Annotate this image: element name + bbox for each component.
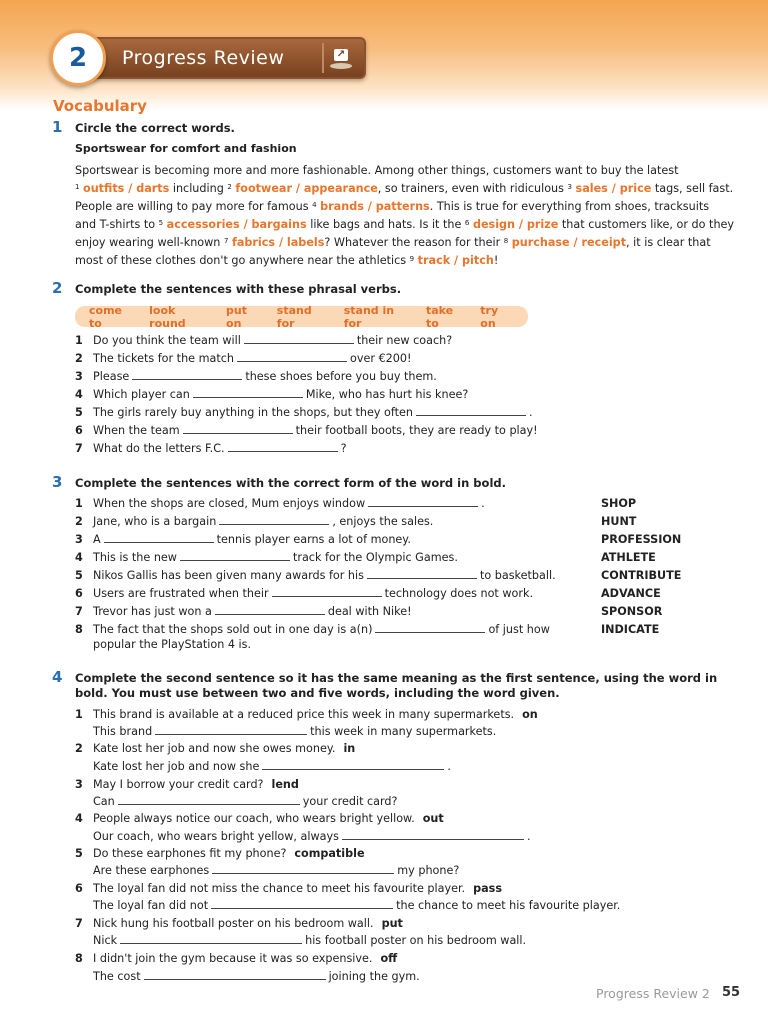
option-4[interactable]: brands / patterns [320,200,430,213]
answer-blank[interactable] [237,352,347,362]
given-word: out [422,812,444,825]
verb-option: look round [149,303,186,330]
keyword: ADVANCE [601,587,661,600]
exercise-2-instruction: Complete the sentences with these phrasal verbs. [75,282,402,296]
exercise-3-item: 2 Jane, who is a bargain , enjoys the sales. [75,515,434,528]
page-number: 55 [722,985,741,1000]
answer-blank[interactable] [118,795,300,805]
answer-blank[interactable] [180,551,290,561]
exercise-1-instruction: Circle the correct words. [75,121,235,135]
option-8[interactable]: purchase / receipt [511,236,627,249]
answer-blank[interactable] [375,623,485,633]
exercise-2-number: 2 [52,279,63,297]
answer-blank[interactable] [342,830,524,840]
option-5[interactable]: accessories / bargains [166,218,307,231]
option-7[interactable]: fabrics / labels [231,236,325,249]
exercise-3-item: 6 Users are frustrated when their technology does not work. [75,587,534,600]
answer-blank[interactable] [104,533,214,543]
given-word: put [381,917,403,930]
keyword: PROFESSION [601,533,682,546]
answer-blank[interactable] [144,970,326,980]
given-word: in [343,742,356,755]
exercise-2-item: 4 Which player can Mike, who has hurt his knee? [75,388,469,401]
given-word: compatible [294,847,365,860]
exercise-4-item: 1 This brand is available at a reduced price this week in many supermarkets. on [75,708,538,721]
text-line: most of these clothes don't go anywhere near the athletics $^9$ track / pitch! [75,254,499,267]
exercise-4-item: 7 Nick hung his football poster on his bedroom wall. put [75,917,403,930]
given-word: off [380,952,398,965]
exercise-2-item: 3 Please these shoes before you buy them. [75,370,437,383]
answer-blank[interactable] [193,388,303,398]
exercise-2-item: 2 The tickets for the match over €200! [75,352,412,365]
verb-option: stand in for [343,303,395,330]
exercise-4-item: 3 May I borrow your credit card? lend [75,778,299,791]
phrasal-verb-box [75,303,528,330]
exercise-4-answer-line: This brand this week in many supermarkets. [93,725,497,738]
text-line: and T-shirts to $^5$ accessories / bargains like bags and hats. Is it the $^6$ design / prize that customers like, or do they [75,218,735,231]
exercise-3-item: 3 A tennis player earns a lot of money. [75,533,411,546]
exercise-4-answer-line: Nick his football poster on his bedroom wall. [93,934,527,947]
given-word: pass [473,882,503,895]
exercise-3-instruction: Complete the sentences with the correct form of the word in bold. [75,476,506,490]
answer-blank[interactable] [212,864,394,874]
exercise-4-item: 4 People always notice our coach, who wears bright yellow. out [75,812,444,825]
answer-blank[interactable] [368,497,478,507]
unit-number: 2 [68,43,88,73]
verb-option: take to [425,303,454,330]
exercise-4-instruction: Complete the second sentence so it has the same meaning as the first sentence, using the word in bold. You must use between two and five words, including the word given. [75,671,718,700]
section-title: Vocabulary [53,97,147,115]
exercise-2-item: 1 Do you think the team will their new coach? [75,334,453,347]
exercise-2-item: 6 When the team their football boots, they are ready to play! [75,424,538,437]
exercise-4-answer-line: Kate lost her job and now she . [93,760,451,773]
answer-blank[interactable] [219,515,329,525]
answer-blank[interactable] [183,424,293,434]
answer-blank[interactable] [262,760,444,770]
exercise-3-number: 3 [52,473,63,491]
option-9[interactable]: track / pitch [417,254,494,267]
answer-blank[interactable] [155,725,307,735]
unit-badge [50,30,106,86]
exercise-4-answer-line: Are these earphones my phone? [93,864,460,877]
answer-blank[interactable] [120,934,302,944]
option-3[interactable]: sales / price [575,182,652,195]
answer-blank[interactable] [416,406,526,416]
exercise-2-item: 7 What do the letters F.C. ? [75,442,347,455]
exercise-4-item: 2 Kate lost her job and now she owes money. in [75,742,356,755]
given-word: lend [271,778,299,791]
exercise-4-answer-line: Our coach, who wears bright yellow, always . [93,830,531,843]
exercise-4-item: 8 I didn't join the gym because it was so expensive. off [75,952,398,965]
exercise-3-item: 1 When the shops are closed, Mum enjoys window . [75,497,485,510]
answer-blank[interactable] [244,334,354,344]
keyword: CONTRIBUTE [601,569,682,582]
exercise-4-answer-line: The loyal fan did not the chance to meet his favourite player. [93,899,621,912]
exercise-3-item: 7 Trevor has just won a deal with Nike! [75,605,412,618]
option-1[interactable]: outfits / darts [83,182,170,195]
exercise-1-text [75,162,735,269]
exercise-3-item: 8 The fact that the shops sold out in one day is a(n) of just how [75,623,550,636]
verb-option: put on [226,303,247,330]
verb-option: stand for [276,303,312,330]
page-title: Progress Review [122,47,285,69]
answer-blank[interactable] [132,370,242,380]
exercise-4-item: 6 The loyal fan did not miss the chance to meet his favourite player. pass [75,882,503,895]
title-banner [84,37,366,79]
text-line: $^1$ outfits / darts including $^2$ footwear / appearance, so trainers, even with ridiculous $^3$ sales / price tags, sell fast. [75,182,734,195]
keyword: INDICATE [601,623,660,636]
keyword: SPONSOR [601,605,663,618]
answer-blank[interactable] [367,569,477,579]
option-2[interactable]: footwear / appearance [235,182,378,195]
exercise-3-item-continued: popular the PlayStation 4 is. [93,638,252,651]
keyword: HUNT [601,515,637,528]
keyword: SHOP [601,497,637,510]
verb-option: come to [89,303,122,330]
answer-blank[interactable] [272,587,382,597]
exercise-4-item: 5 Do these earphones fit my phone? compatible [75,847,365,860]
exercise-1-subtitle: Sportswear for comfort and fashion [75,142,297,155]
exercise-4-number: 4 [52,668,63,686]
text-line: Sportswear is becoming more and more fashionable. Among other things, customers want to buy the latest [75,164,679,177]
footer-label: Progress Review 2 [596,986,710,1001]
answer-blank[interactable] [211,899,393,909]
answer-blank[interactable] [215,605,325,615]
exercise-4-answer-line: Can your credit card? [93,795,398,808]
exercise-1-number: 1 [52,118,63,136]
verb-option: try on [480,303,499,330]
given-word: on [522,708,538,721]
exercise-2-item: 5 The girls rarely buy anything in the shops, but they often . [75,406,533,419]
keyword: ATHLETE [601,551,656,564]
text-line: enjoy wearing well-known $^7$ fabrics / labels? Whatever the reason for their $^8$ purchase / receipt, it is clear that [75,236,711,249]
exercise-3-item: 5 Nikos Gallis has been given many awards for his to basketball. [75,569,556,582]
option-6[interactable]: design / prize [472,218,559,231]
external-link-icon[interactable]: ↗ [322,43,356,73]
exercise-3-item: 4 This is the new track for the Olympic Games. [75,551,458,564]
text-line: People are willing to pay more for famous $^4$ brands / patterns. This is true for everything from shoes, tracksuits [75,200,710,213]
exercise-4-answer-line: The cost joining the gym. [93,970,420,983]
answer-blank[interactable] [228,442,338,452]
